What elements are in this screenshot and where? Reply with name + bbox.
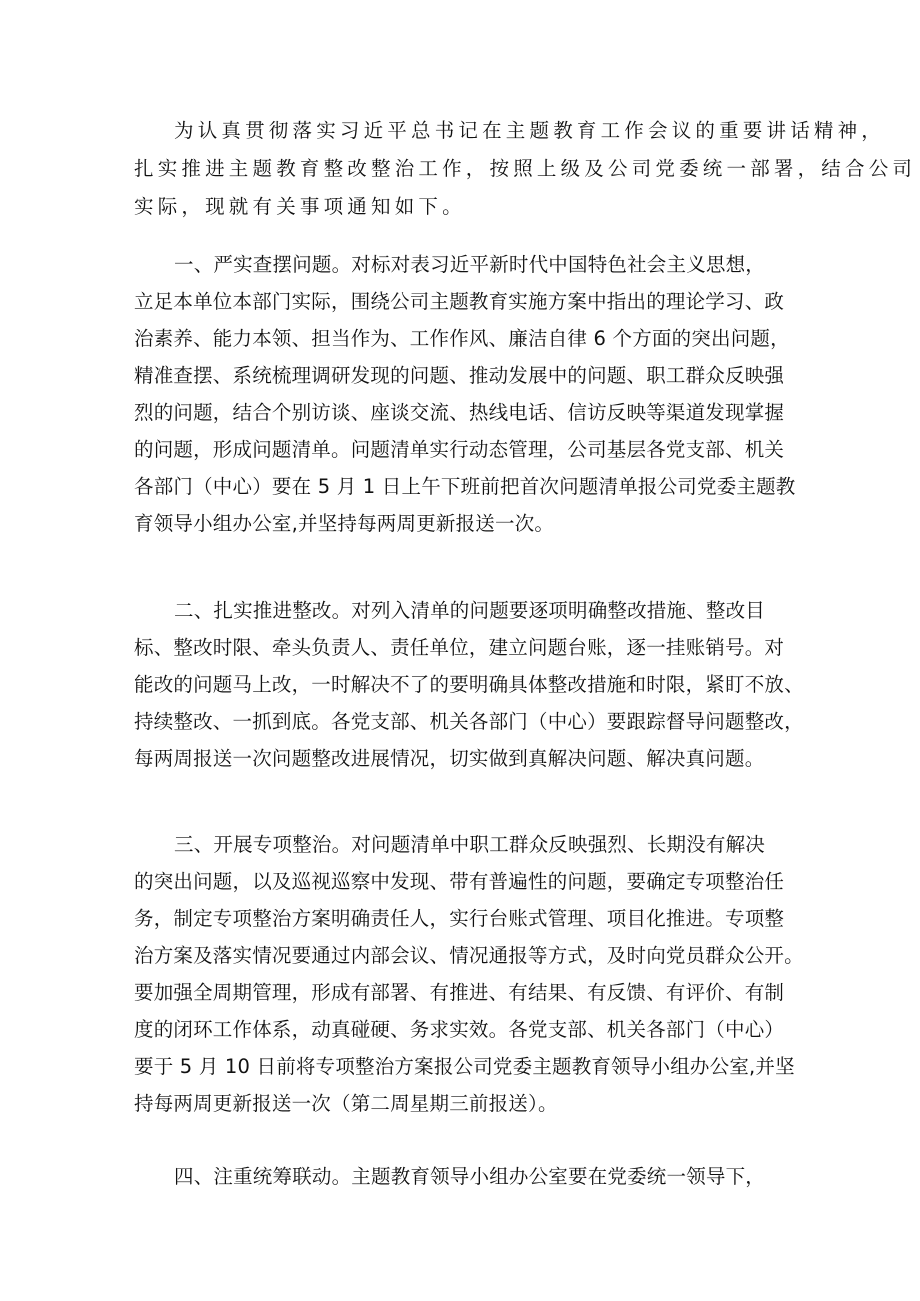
- intro-line: 为认真贯彻落实习近平总书记在主题教育工作会议的重要讲话精神，: [174, 119, 886, 142]
- section-2-paragraph: [134, 592, 804, 777]
- section-1-line: 烈的问题，结合个别访谈、座谈交流、热线电话、信访反映等渠道发现掌握: [134, 401, 785, 424]
- section-3-paragraph: [134, 826, 804, 1122]
- section-1-line: 育领导小组办公室,并坚持每两周更新报送一次。: [134, 512, 555, 535]
- section-4-paragraph: [134, 1158, 804, 1195]
- section-4-line: 四、注重统筹联动。主题教育领导小组办公室要在党委统一领导下，: [174, 1165, 766, 1188]
- section-3-line: 三、开展专项整治。对问题清单中职工群众反映强烈、长期没有解决: [174, 833, 766, 856]
- section-3-line: 的突出问题，以及巡视巡察中发现、带有普遍性的问题，要确定专项整治任: [134, 870, 785, 893]
- intro-line: 实际，现就有关事项通知如下。: [134, 195, 466, 218]
- section-1-line: 立足本单位本部门实际，围绕公司主题教育实施方案中指出的理论学习、政: [134, 290, 785, 313]
- intro-paragraph: [134, 112, 917, 226]
- section-1-line: 各部门（中心）要在 5 月 1 日上午下班前把首次问题清单报公司党委主题教: [134, 475, 796, 498]
- intro-line: 扎实推进主题教育整改整治工作，按照上级及公司党委统一部署，结合公司: [134, 157, 917, 180]
- section-2-line: 每两周报送一次问题整改进展情况，切实做到真解决问题、解决真问题。: [134, 747, 765, 770]
- section-2-line: 能改的问题马上改，一时解决不了的要明确具体整改措施和时限，紧盯不放、: [134, 673, 804, 696]
- section-3-line: 持每两周更新报送一次（第二周星期三前报送）。: [134, 1092, 558, 1115]
- section-1-line: 一、严实查摆问题。对标对表习近平新时代中国特色社会主义思想，: [174, 253, 766, 276]
- section-2-line: 标、整改时限、牵头负责人、责任单位，建立问题台账，逐一挂账销号。对: [134, 636, 785, 659]
- section-1-paragraph: [134, 246, 804, 542]
- section-2-line: 二、扎实推进整改。对列入清单的问题要逐项明确整改措施、整改目: [174, 599, 766, 622]
- section-1-line: 精准查摆、系统梳理调研发现的问题、推动发展中的问题、职工群众反映强: [134, 364, 785, 387]
- section-3-line: 务，制定专项整治方案明确责任人，实行台账式管理、项目化推进。专项整: [134, 907, 785, 930]
- section-3-line: 治方案及落实情况要通过内部会议、情况通报等方式，及时向党员群众公开。: [134, 944, 804, 967]
- section-3-line: 度的闭环工作体系，动真碰硬、务求实效。各党支部、机关各部门（中心）: [134, 1018, 785, 1041]
- section-3-line: 要于 5 月 10 日前将专项整治方案报公司党委主题教育领导小组办公室,并坚: [134, 1055, 795, 1078]
- section-1-line: 治素养、能力本领、担当作为、工作作风、廉洁自律 6 个方面的突出问题，: [134, 327, 790, 350]
- section-1-line: 的问题，形成问题清单。问题清单实行动态管理，公司基层各党支部、机关: [134, 438, 785, 461]
- section-2-line: 持续整改、一抓到底。各党支部、机关各部门（中心）要跟踪督导问题整改，: [134, 710, 804, 733]
- section-3-line: 要加强全周期管理，形成有部署、有推进、有结果、有反馈、有评价、有制: [134, 981, 785, 1004]
